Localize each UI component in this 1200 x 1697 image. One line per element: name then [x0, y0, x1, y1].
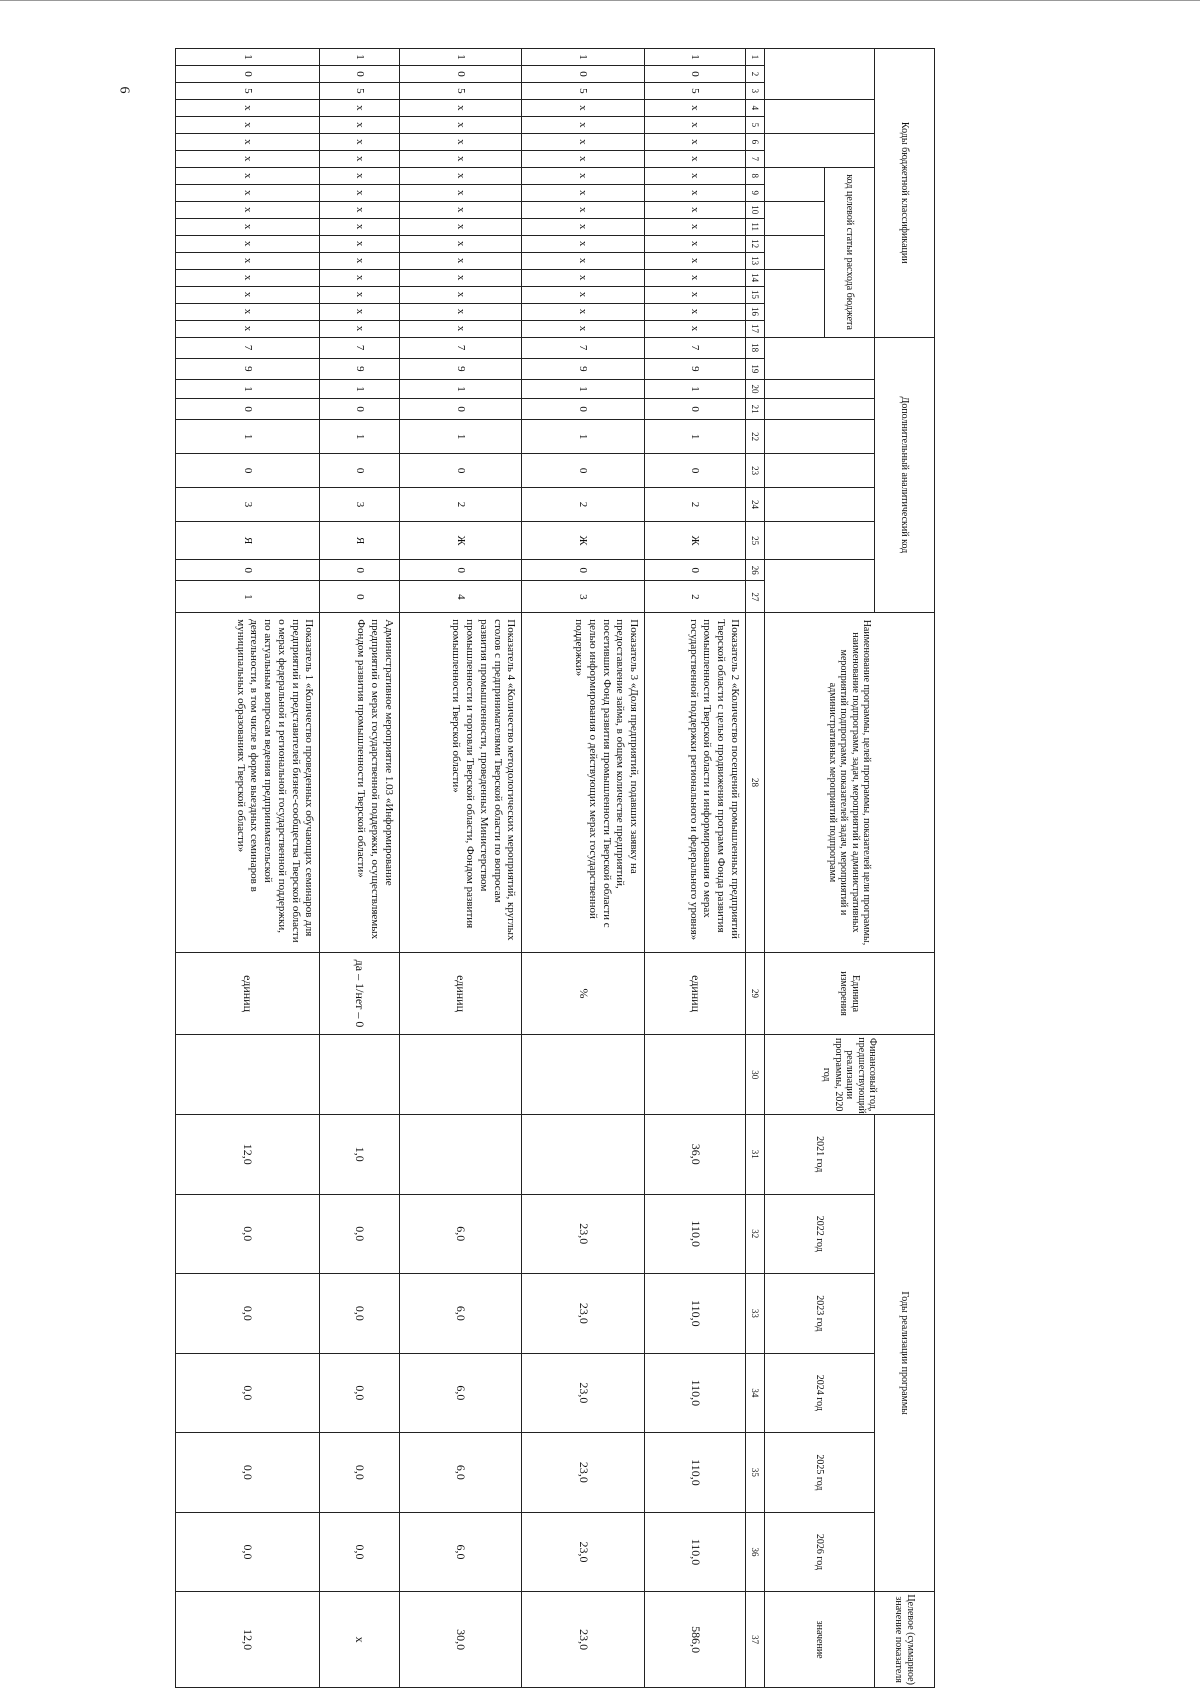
header-year-2026: 2026 год [765, 1512, 875, 1592]
code-cell: x [399, 167, 522, 184]
code-cell: x [522, 235, 645, 252]
code-cell: x [320, 133, 399, 150]
year-value-cell: 6,0 [399, 1512, 522, 1592]
code-cell: x [320, 201, 399, 218]
unit-cell: единиц [399, 952, 522, 1035]
column-number: 8 [746, 167, 765, 184]
code-cell: x [522, 303, 645, 320]
unit-cell: да – 1/нет – 0 [320, 952, 399, 1035]
code-cell: 1 [176, 49, 320, 66]
column-number: 31 [746, 1114, 765, 1194]
code-cell: x [645, 184, 746, 201]
code-cell: x [176, 99, 320, 116]
code-cell: 0 [399, 65, 522, 82]
column-number: 29 [746, 952, 765, 1035]
code-cell: 9 [399, 358, 522, 379]
code-cell: x [522, 167, 645, 184]
code-cell: x [645, 320, 746, 337]
code-cell: x [320, 218, 399, 235]
code-cell: x [645, 150, 746, 167]
header-year-2021: 2021 год [765, 1114, 875, 1194]
code-cell: 0 [399, 454, 522, 488]
code-cell: 0 [176, 65, 320, 82]
column-number: 7 [746, 150, 765, 167]
code-cell: x [176, 286, 320, 303]
code-cell: x [176, 252, 320, 269]
header-budget-codes: Коды бюджетной классификации [875, 49, 935, 338]
table-row [320, 49, 399, 1688]
code-cell: 9 [320, 358, 399, 379]
column-number: 15 [746, 286, 765, 303]
column-numbers-row [746, 49, 765, 1688]
year-value-cell [522, 1114, 645, 1194]
table-row [176, 49, 320, 1688]
code-cell: x [645, 218, 746, 235]
code-cell: x [320, 269, 399, 286]
code-cell: x [399, 133, 522, 150]
year-value-cell: 0,0 [320, 1512, 399, 1592]
header-year-2024: 2024 год [765, 1353, 875, 1433]
header-year-2023: 2023 год [765, 1274, 875, 1354]
code-cell: x [320, 235, 399, 252]
code-cell: 0 [399, 399, 522, 420]
target-value-cell: x [320, 1592, 399, 1688]
code-cell: x [399, 235, 522, 252]
code-cell: x [522, 218, 645, 235]
column-number: 12 [746, 235, 765, 252]
column-number: 9 [746, 184, 765, 201]
unit-cell: единиц [176, 952, 320, 1035]
column-number: 23 [746, 454, 765, 488]
code-cell: x [399, 303, 522, 320]
base-year-cell [645, 1035, 746, 1115]
year-value-cell: 110,0 [645, 1433, 746, 1513]
code-cell: 1 [522, 49, 645, 66]
column-number: 11 [746, 218, 765, 235]
code-cell: 4 [399, 581, 522, 613]
code-cell: 9 [176, 358, 320, 379]
code-cell: 0 [645, 454, 746, 488]
year-value-cell: 110,0 [645, 1512, 746, 1592]
code-cell: x [645, 99, 746, 116]
header-target: Целевое (суммарное) значение показателя [875, 1592, 935, 1688]
code-cell: 1 [399, 379, 522, 398]
code-cell: x [399, 201, 522, 218]
column-number: 17 [746, 320, 765, 337]
target-value-cell: 12,0 [176, 1592, 320, 1688]
code-cell: x [176, 167, 320, 184]
column-number: 37 [746, 1592, 765, 1688]
code-cell: x [176, 303, 320, 320]
code-cell: 1 [645, 49, 746, 66]
year-value-cell: 6,0 [399, 1274, 522, 1354]
code-cell: x [522, 150, 645, 167]
code-cell: 1 [320, 379, 399, 398]
code-cell: 5 [320, 82, 399, 99]
code-cell: x [399, 150, 522, 167]
code-cell: 7 [176, 337, 320, 358]
code-cell: 3 [176, 488, 320, 522]
code-cell: 5 [645, 82, 746, 99]
column-number: 27 [746, 581, 765, 613]
column-number: 30 [746, 1035, 765, 1115]
header-target-value: значение [765, 1592, 875, 1688]
code-cell: 7 [645, 337, 746, 358]
code-cell: 7 [399, 337, 522, 358]
code-cell: Ж [399, 522, 522, 560]
code-cell: x [645, 116, 746, 133]
code-cell: x [522, 99, 645, 116]
column-number: 3 [746, 82, 765, 99]
code-cell: x [399, 269, 522, 286]
code-cell: 1 [320, 49, 399, 66]
code-cell: 7 [522, 337, 645, 358]
code-cell: x [522, 252, 645, 269]
column-number: 13 [746, 252, 765, 269]
year-value-cell: 0,0 [176, 1433, 320, 1513]
code-cell: x [522, 184, 645, 201]
code-cell: 0 [522, 454, 645, 488]
year-value-cell: 0,0 [320, 1274, 399, 1354]
column-number: 25 [746, 522, 765, 560]
year-value-cell: 23,0 [522, 1353, 645, 1433]
code-cell: 3 [522, 581, 645, 613]
year-value-cell: 0,0 [176, 1512, 320, 1592]
header-additional-code: Дополнительный аналитический код [875, 337, 935, 613]
year-value-cell: 110,0 [645, 1274, 746, 1354]
code-cell: 2 [522, 488, 645, 522]
year-value-cell: 0,0 [176, 1353, 320, 1433]
code-cell: x [522, 133, 645, 150]
column-number: 14 [746, 269, 765, 286]
code-cell: 1 [645, 420, 746, 454]
code-cell: 3 [320, 488, 399, 522]
unit-cell: единиц [645, 952, 746, 1035]
year-value-cell: 0,0 [176, 1274, 320, 1354]
header-name: Наименование программы, целей программы, показателей цели программы, наименование подпрограмм, задач, мероприятий и административных мероприятий подпрограмм, показателей задач, мероприятий и административных мероприятий подпрограмм [765, 613, 935, 952]
year-value-cell: 110,0 [645, 1194, 746, 1274]
code-cell: x [399, 252, 522, 269]
target-value-cell: 23,0 [522, 1592, 645, 1688]
code-cell: x [176, 184, 320, 201]
column-number: 24 [746, 488, 765, 522]
code-cell: x [176, 133, 320, 150]
rotated-table [175, 48, 935, 1688]
column-number: 4 [746, 99, 765, 116]
code-cell: x [176, 116, 320, 133]
column-number: 1 [746, 49, 765, 66]
column-number: 10 [746, 201, 765, 218]
column-number: 2 [746, 65, 765, 82]
year-value-cell: 6,0 [399, 1194, 522, 1274]
code-cell: 7 [320, 337, 399, 358]
year-value-cell: 6,0 [399, 1353, 522, 1433]
code-cell: 0 [645, 65, 746, 82]
code-cell: 0 [320, 65, 399, 82]
code-cell: x [645, 235, 746, 252]
code-cell: 0 [320, 399, 399, 420]
unit-cell: % [522, 952, 645, 1035]
code-cell: 5 [522, 82, 645, 99]
page-number: 6 [116, 86, 132, 94]
code-cell: x [645, 201, 746, 218]
code-cell: x [522, 116, 645, 133]
code-cell: 0 [176, 560, 320, 581]
column-number: 21 [746, 399, 765, 420]
indicator-name: Показатель 1 «Количество проведенных обучающих семинаров для предприятий и представителей бизнес-сообщества Тверской области о мерах федеральной и региональной государственной поддержки, по актуальным вопросам ведения предпринимательской деятельности, в том числе в форме выездных семинаров в муниципальных образованиях Тверской области» [176, 613, 320, 952]
base-year-cell [399, 1035, 522, 1115]
code-cell: x [645, 303, 746, 320]
table-row [399, 49, 522, 1688]
base-year-cell [522, 1035, 645, 1115]
column-number: 6 [746, 133, 765, 150]
code-cell: x [399, 320, 522, 337]
code-cell: 0 [320, 581, 399, 613]
code-cell: x [320, 286, 399, 303]
code-cell: x [645, 167, 746, 184]
column-number: 5 [746, 116, 765, 133]
header-target-item-code: код целевой статьи расхода бюджета [825, 167, 875, 337]
column-number: 33 [746, 1274, 765, 1354]
table-row [522, 49, 645, 1688]
code-cell: x [645, 252, 746, 269]
year-value-cell: 0,0 [320, 1353, 399, 1433]
header-base-year: Финансовый год, предшествующий реализации программы, 2020 год [765, 1035, 935, 1115]
year-value-cell: 23,0 [522, 1274, 645, 1354]
code-cell: Я [320, 522, 399, 560]
code-cell: 0 [320, 560, 399, 581]
code-cell: x [522, 320, 645, 337]
code-cell: x [522, 269, 645, 286]
year-value-cell: 1,0 [320, 1114, 399, 1194]
code-cell: x [320, 252, 399, 269]
code-cell: x [176, 320, 320, 337]
code-cell: 0 [522, 560, 645, 581]
code-cell: 1 [176, 379, 320, 398]
code-cell: 0 [645, 399, 746, 420]
code-cell: 1 [645, 379, 746, 398]
column-number: 32 [746, 1194, 765, 1274]
column-number: 18 [746, 337, 765, 358]
code-cell: 5 [176, 82, 320, 99]
column-number: 16 [746, 303, 765, 320]
code-cell: 2 [399, 488, 522, 522]
code-cell: x [176, 269, 320, 286]
column-number: 36 [746, 1512, 765, 1592]
code-cell: 2 [645, 581, 746, 613]
code-cell: 0 [320, 454, 399, 488]
base-year-cell [176, 1035, 320, 1115]
indicator-name: Показатель 3 «Доля предприятий, подавших заявку на предоставление займа, в общем количестве предприятий, посетивших Фонд развития промышленности Тверской области с целью информирования о действующих мерах государственной поддержки» [522, 613, 645, 952]
table-body [176, 49, 746, 1688]
column-number: 35 [746, 1433, 765, 1513]
code-cell: x [176, 150, 320, 167]
code-cell: Ж [522, 522, 645, 560]
code-cell: x [399, 116, 522, 133]
column-number: 34 [746, 1353, 765, 1433]
code-cell: x [320, 116, 399, 133]
year-value-cell: 23,0 [522, 1512, 645, 1592]
code-cell: 0 [176, 454, 320, 488]
code-cell: 1 [320, 420, 399, 454]
code-cell: 0 [399, 560, 522, 581]
code-cell: x [320, 303, 399, 320]
year-value-cell: 23,0 [522, 1433, 645, 1513]
code-cell: 0 [522, 65, 645, 82]
column-number: 26 [746, 560, 765, 581]
code-cell: 1 [176, 420, 320, 454]
column-number: 28 [746, 613, 765, 952]
code-cell: 5 [399, 82, 522, 99]
code-cell: x [399, 286, 522, 303]
code-cell: 1 [176, 581, 320, 613]
header-unit: Единица измерения [765, 952, 935, 1035]
code-cell: x [176, 235, 320, 252]
code-cell: x [320, 99, 399, 116]
code-cell: 1 [522, 379, 645, 398]
code-cell: 1 [399, 420, 522, 454]
year-value-cell: 12,0 [176, 1114, 320, 1194]
column-number: 19 [746, 358, 765, 379]
target-value-cell: 586,0 [645, 1592, 746, 1688]
indicators-table [175, 48, 935, 1688]
year-value-cell: 0,0 [176, 1194, 320, 1274]
column-number: 22 [746, 420, 765, 454]
table-row [645, 49, 746, 1688]
target-value-cell: 30,0 [399, 1592, 522, 1688]
code-cell: x [320, 320, 399, 337]
code-cell: x [176, 201, 320, 218]
code-cell: x [399, 99, 522, 116]
code-cell: 1 [399, 49, 522, 66]
code-cell: x [320, 150, 399, 167]
rotated-table-stage [175, 48, 935, 1688]
indicator-name: Показатель 4 «Количество методологических мероприятий, круглых столов с предпринимателями Тверской области по вопросам развития промышленности, проведенных Министерством промышленности и торговли Тверской области, Фондом развития промышленности Тверской области» [399, 613, 522, 952]
year-value-cell: 0,0 [320, 1433, 399, 1513]
year-value-cell: 23,0 [522, 1194, 645, 1274]
code-cell: 0 [645, 560, 746, 581]
code-cell: x [522, 201, 645, 218]
code-cell: 1 [522, 420, 645, 454]
code-cell: 0 [176, 399, 320, 420]
code-cell: 9 [522, 358, 645, 379]
code-cell: x [320, 167, 399, 184]
header-years-group: Годы реализации программы [875, 1114, 935, 1591]
code-cell: x [399, 218, 522, 235]
header-year-2025: 2025 год [765, 1433, 875, 1513]
header-year-2022: 2022 год [765, 1194, 875, 1274]
code-cell: x [645, 286, 746, 303]
year-value-cell: 6,0 [399, 1433, 522, 1513]
base-year-cell [320, 1035, 399, 1115]
code-cell: Ж [645, 522, 746, 560]
year-value-cell: 110,0 [645, 1353, 746, 1433]
year-value-cell: 0,0 [320, 1194, 399, 1274]
code-cell: 9 [645, 358, 746, 379]
year-value-cell: 36,0 [645, 1114, 746, 1194]
code-cell: 0 [522, 399, 645, 420]
indicator-name: Показатель 2 «Количество посещений промышленных предприятий Тверской области с целью продвижения программ Фонда развития промышленности Тверской области и информирования о мерах государственной поддержки регионального и федерального уровня» [645, 613, 746, 952]
year-value-cell [399, 1114, 522, 1194]
code-cell: x [176, 218, 320, 235]
column-number: 20 [746, 379, 765, 398]
code-cell: x [399, 184, 522, 201]
code-cell: 2 [645, 488, 746, 522]
indicator-name: Административное мероприятие 1.03 «Информирование предприятий о мерах государственной поддержки, осуществляемых Фондом развития промышленности Тверской области» [320, 613, 399, 952]
code-cell: Я [176, 522, 320, 560]
code-cell: x [645, 133, 746, 150]
code-cell: x [522, 286, 645, 303]
scan-edge [0, 0, 1200, 3]
code-cell: x [320, 184, 399, 201]
code-cell: x [645, 269, 746, 286]
